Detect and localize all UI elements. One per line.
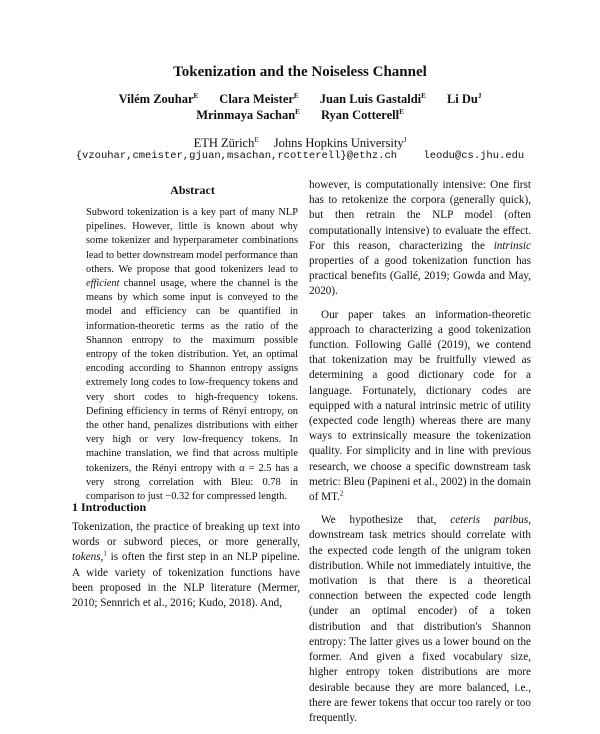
- section-heading-introduction: 1 Introduction: [72, 500, 147, 514]
- author: Vilém Zouhar$^E$: [118, 91, 199, 106]
- author: Mrinmaya Sachan$^E$: [196, 107, 300, 122]
- author: Ryan Cotterell$^E$: [320, 107, 404, 122]
- affiliations: [0, 136, 600, 151]
- abstract-body: Subword tokenization is a key part of many NLP pipelines. However, little is known about why some tokenizer and hyperparameter combinations lead to better downstream model performance than others. We propose that good tokenizers lead to efficient channel usage, where the channel is the means by which some input is conveyed to the model and efficiency can be quantified in information-theoretic terms as the ratio of the Shannon entropy to the maximum possible entropy of the token distribution. Yet, an optimal encoding according to Shannon entropy assigns extremely long codes to low-frequency tokens and very short codes to high-frequency tokens. Defining efficiency in terms of Rényi entropy, on the other hand, penalizes distributions with either very high or very low-frequency tokens. In machine translation, we find that across multiple tokenizers, the Rényi entropy with α = 2.5 has a very strong correlation with Bleu: 0.78 in comparison to just −0.32 for compressed length.: [86, 207, 298, 503]
- introduction-body: Tokenization, the practice of breaking up text into words or subword pieces, or more generally, tokens,$^1$ is often the first step in an NLP pipeline. A wide variety of tokenization functions have been proposed in the NLP literature (Mermer, 2010; Sennrich et al., 2016; Kudo, 2018). And,: [72, 521, 300, 610]
- paragraph: We hypothesize that, ceteris paribus, downstream task metrics should correlate with the expected code length of the unigram token distribution. While not immediately intuitive, the motivation is that there is a theoretical connection between the expected code length (under an optimal encoder) of a token distribution and that distribution's Shannon entropy: The latter gives us a lower bound on the former. And given a fixed vocabulary size, higher entropy token distributions are more desirable because they are more balanced, i.e., there are fewer tokens that occur too rarely or too frequently.: [309, 514, 531, 724]
- author-emails: [0, 150, 600, 162]
- affiliation: ETH Zürich$^E$: [193, 135, 259, 150]
- right-column: [309, 178, 531, 734]
- paragraph: however, is computationally intensive: One first has to retokenize the corpora (generally quick), but then retrain the NLP model (often computationally intensive) to evaluate the effect. For this reason, characterizing the intrinsic properties of a good tokenization function has practical benefits (Gallé, 2019; Gowda and May, 2020).: [309, 179, 531, 298]
- email[interactable]: leodu@cs.jhu.edu: [423, 150, 525, 162]
- author-line-1: [0, 92, 600, 107]
- email[interactable]: {vzouhar,cmeister,gjuan,msachan,rcotterell}@ethz.ch: [75, 150, 398, 162]
- abstract-heading: Abstract: [170, 183, 215, 197]
- author: Li $Du^J$: [446, 91, 482, 106]
- affiliation: Johns Hopkins University$^J$: [273, 135, 407, 150]
- paper-title: Tokenization and the Noiseless Channel: [173, 64, 427, 80]
- author-line-2: [0, 108, 600, 123]
- paragraph: Our paper takes an information-theoretic approach to characterizing a good tokenization function. Following Gallé (2019), we contend that tokenization may be fruitfully viewed as determining a good dictionary code for a language. Fortunately, dictionary codes are equipped with a natural intrinsic metric of utility (expected code length) whereas there are many ways to extrinsically measure the tokenization quality. For simplicity and in line with previous research, we choose a specific downstream task metric: Bleu (Papineni et al., 2002) in the domain of MT.$^2$: [309, 308, 531, 504]
- author: Juan Luis Gastaldi$^E$: [319, 91, 426, 106]
- author: Clara Meister$^E$: [219, 91, 299, 106]
